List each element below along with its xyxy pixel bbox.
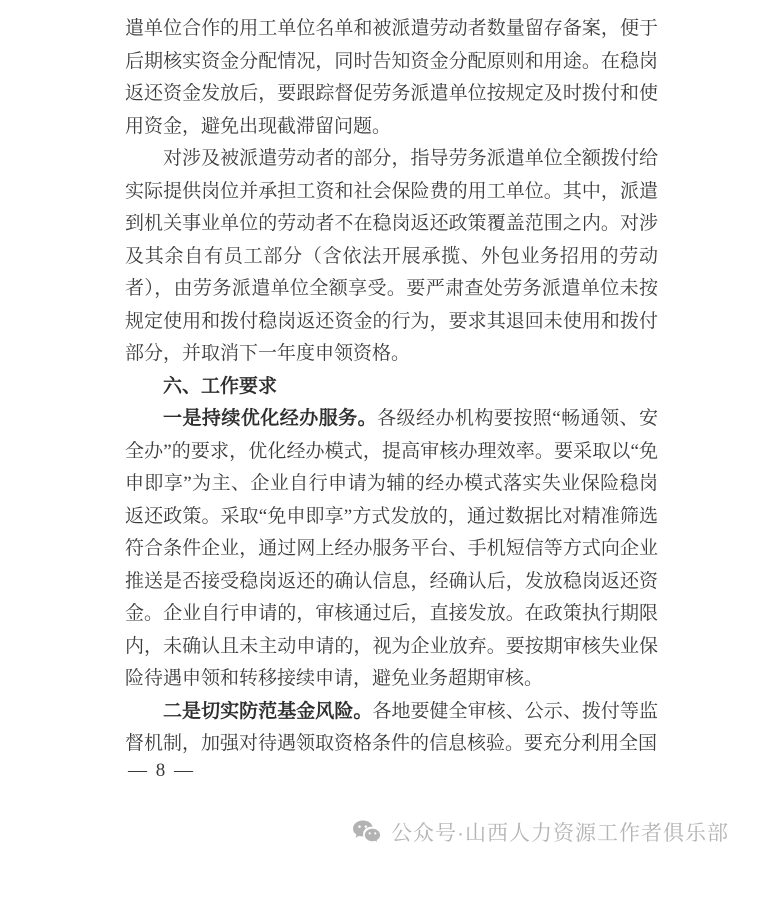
page-number: — 8 —: [128, 760, 195, 781]
paragraph-bold-lead: 一是持续优化经办服务。: [163, 408, 378, 429]
para-dispatched-workers: 对涉及被派遣劳动者的部分，指导劳务派遣单位全额拨付给实际提供岗位并承担工资和社会保险费的用工单位。其中，派遣到机关事业单位的劳动者不在稳岗返还政策覆盖范围之内。对涉及其余自有员工部分（含依法开展承揽、外包业务招用的劳动者），由劳务派遣单位全额享受。要严肃查处劳务派遣单位未按规定使用和拨付稳岗返还资金的行为，要求其退回未使用和拨付部分，并取消下一年度申领资格。: [125, 148, 658, 364]
para-point-two-fund-risk: 二是切实防范基金风险。各地要健全审核、公示、拨付等监督机制，加强对待遇领取资格条件的信息核验。要充分利用全国: [125, 700, 658, 754]
watermark-footer: [352, 817, 729, 847]
document-body: [125, 13, 658, 761]
wechat-icon: [352, 819, 382, 845]
heading-section-six: 六、工作要求: [163, 375, 278, 397]
watermark-text: 公众号·山西人力资源工作者俱乐部: [391, 822, 729, 845]
para-record-keeping: 遣单位合作的用工单位名单和被派遣劳动者数量留存备案，便于后期核实资金分配情况，同时告知资金分配原则和用途。在稳岗返还资金发放后，要跟踪督促劳务派遣单位按规定及时拨付和使用资金，避免出现截滞留问题。: [125, 18, 658, 137]
para-point-one-optimize-services: 一是持续优化经办服务。各级经办机构要按照“畅通领、安全办”的要求，优化经办模式，提高审核办理效率。要采取以“免申即享”为主、企业自行申请为辅的经办模式落实失业保险稳岗返还政策。采取“免申即享”方式发放的，通过数据比对精准筛选符合条件企业，通过网上经办服务平台、手机短信等方式向企业推送是否接受稳岗返还的确认信息，经确认后，发放稳岗返还资金。企业自行申请的，审核通过后，直接发放。在政策执行期限内，未确认且未主动申请的，视为企业放弃。要按期审核失业保险待遇申领和转移接续申请，避免业务超期审核。: [125, 408, 658, 689]
paragraph-bold-lead: 二是切实防范基金风险。: [163, 700, 373, 722]
